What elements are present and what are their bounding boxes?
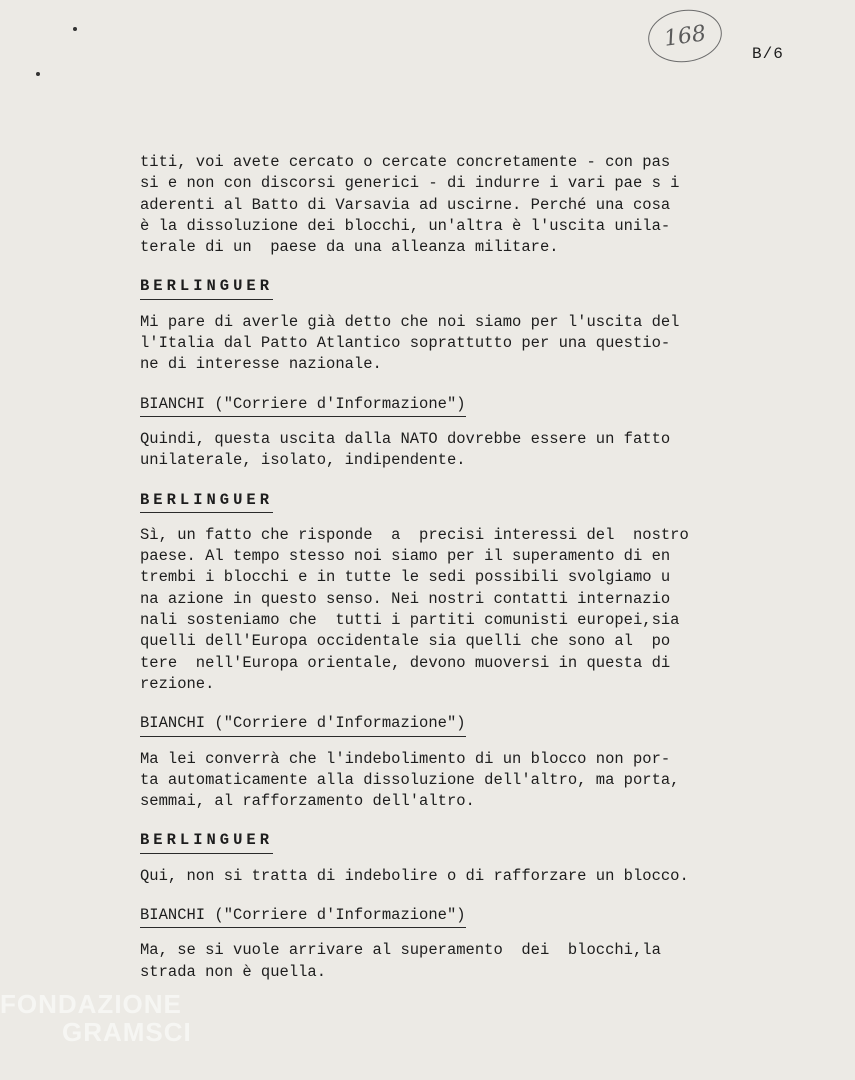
text-line: ta automaticamente alla dissoluzione dell'altro, ma porta, bbox=[140, 770, 680, 789]
text-line: Sì, un fatto che risponde a precisi interessi del nostro bbox=[140, 525, 689, 544]
text-line: aderenti al Batto di Varsavia ad uscirne. Perché una cosa bbox=[140, 195, 671, 214]
paragraph bbox=[140, 749, 780, 813]
text-line: Ma, se si vuole arrivare al superamento dei blocchi,la bbox=[140, 941, 661, 960]
speaker-heading bbox=[140, 887, 780, 940]
text-line: Qui, non si tratta di indebolire o di rafforzare un blocco. bbox=[140, 866, 689, 885]
text-line: Ma lei converrà che l'indebolimento di un blocco non por- bbox=[140, 749, 671, 768]
speaker-name: BERLINGUER bbox=[140, 276, 273, 299]
page-code: B/6 bbox=[752, 45, 784, 63]
text-line: unilaterale, isolato, indipendente. bbox=[140, 451, 466, 470]
text-line: Mi pare di averle già detto che noi siamo per l'uscita del bbox=[140, 312, 680, 331]
paragraph bbox=[140, 940, 780, 983]
speaker-name: BIANCHI ("Corriere d'Informazione") bbox=[140, 905, 466, 928]
paragraph bbox=[140, 152, 780, 258]
speaker-name: BIANCHI ("Corriere d'Informazione") bbox=[140, 713, 466, 736]
text-line: l'Italia dal Patto Atlantico soprattutto per una questio- bbox=[140, 334, 671, 353]
text-line: quelli dell'Europa occidentale sia quelli che sono al po bbox=[140, 632, 671, 651]
watermark-line1: FONDAZIONE bbox=[0, 989, 182, 1019]
watermark bbox=[0, 990, 192, 1046]
speaker-heading bbox=[140, 258, 780, 311]
ink-dot bbox=[73, 27, 77, 31]
text-line: nali sosteniamo che tutti i partiti comunisti europei,sia bbox=[140, 611, 680, 630]
speaker-name: BIANCHI ("Corriere d'Informazione") bbox=[140, 394, 466, 417]
speaker-name: BERLINGUER bbox=[140, 490, 273, 513]
text-line: semmai, al rafforzamento dell'altro. bbox=[140, 792, 475, 811]
paragraph bbox=[140, 312, 780, 376]
speaker-heading bbox=[140, 812, 780, 865]
text-line: trembi i blocchi e in tutte le sedi possibili svolgiamo u bbox=[140, 568, 671, 587]
transcript-body bbox=[140, 152, 780, 983]
text-line: si e non con discorsi generici - di indurre i vari pae s i bbox=[140, 174, 680, 193]
text-line: rezione. bbox=[140, 674, 215, 693]
text-line: paese. Al tempo stesso noi siamo per il superamento di en bbox=[140, 547, 671, 566]
text-line: strada non è quella. bbox=[140, 962, 327, 981]
text-line: è la dissoluzione dei blocchi, un'altra è l'uscita unila- bbox=[140, 216, 671, 235]
text-line: titi, voi avete cercato o cercate concretamente - con pas bbox=[140, 153, 671, 171]
watermark-line2: GRAMSCI bbox=[62, 1017, 192, 1047]
speaker-heading bbox=[140, 376, 780, 429]
stamp-number: 168 bbox=[662, 20, 708, 52]
ink-dot bbox=[36, 72, 40, 76]
speaker-name: BERLINGUER bbox=[140, 830, 273, 853]
speaker-heading bbox=[140, 472, 780, 525]
text-line: terale di un paese da una alleanza militare. bbox=[140, 238, 559, 257]
text-line: Quindi, questa uscita dalla NATO dovrebbe essere un fatto bbox=[140, 429, 671, 448]
paragraph bbox=[140, 866, 780, 887]
text-line: ne di interesse nazionale. bbox=[140, 355, 382, 374]
text-line: tere nell'Europa orientale, devono muoversi in questa di bbox=[140, 653, 671, 672]
text-line: na azione in questo senso. Nei nostri contatti internazio bbox=[140, 589, 671, 608]
speaker-heading bbox=[140, 695, 780, 748]
paragraph bbox=[140, 525, 780, 695]
paragraph bbox=[140, 429, 780, 472]
archive-page-stamp bbox=[645, 5, 726, 67]
